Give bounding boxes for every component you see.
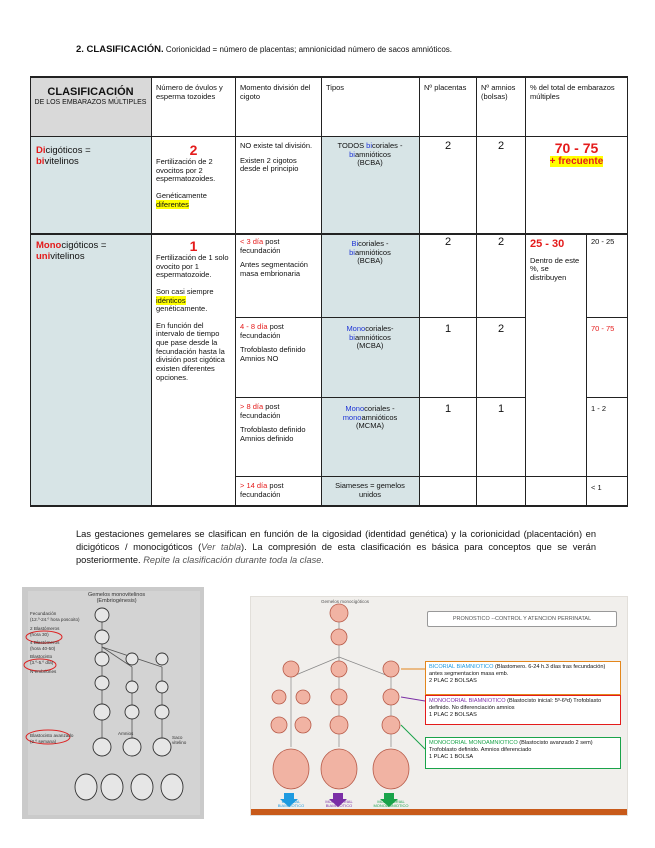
mono-row4-tipo: Siameses = gemelos unidos xyxy=(335,481,405,499)
monocigoticos-number: 1 xyxy=(189,238,198,254)
tipo-post: amnióticos xyxy=(354,149,391,159)
header-tipos: Tipos xyxy=(326,83,345,92)
time-post: post fecundación xyxy=(240,237,281,255)
box2-title: MONOCORIAL BIAMNIOTICO xyxy=(429,698,506,704)
tipo-pre: TODOS xyxy=(337,141,367,150)
mono-row2-tipo xyxy=(322,321,418,355)
box1-text: (Blastomero. 6-24 h.3 días tras fecundación) antes segmentacion masa emb. xyxy=(429,664,606,677)
tipo-mid: coriales - xyxy=(364,404,395,413)
label: (hora 40-50) xyxy=(30,645,56,651)
header-placentas: Nº placentas xyxy=(424,83,467,92)
label: (12.º-24.º hora poscoito) xyxy=(30,616,80,622)
pronostico-box: PRONOSTICO --CONTROL Y ATENCION PERRINATAL xyxy=(427,611,617,627)
dicigoticos-pct xyxy=(526,140,627,167)
detail: Amnios definido xyxy=(240,433,294,443)
mono-row3-amnios: 1 xyxy=(497,403,505,415)
paragraph-text2: ). La compresión de esta clasificación es básica para conceptos que se verán posteriormente. xyxy=(76,542,597,566)
table-line xyxy=(235,317,525,318)
dicigoticos-gen xyxy=(156,192,231,209)
tipo-abbr: (MCBA) xyxy=(356,341,384,351)
tipo-mid: coriales - xyxy=(358,239,389,248)
section-heading xyxy=(76,44,616,55)
header-clasificacion-sub: DE LOS EMBARAZOS MÚLTIPLES xyxy=(34,98,147,106)
tipo-blue: bi xyxy=(349,247,355,257)
embryogenesis-figure xyxy=(22,587,204,819)
mono-row3-tipo xyxy=(322,401,418,435)
monocigoticos-prefix: Mono xyxy=(36,240,62,251)
mono-row3-momento xyxy=(236,399,320,448)
box1-count: 2 PLAC 2 BOLSAS xyxy=(429,677,477,684)
bottom-label-2b: BIAMNIOTICO xyxy=(325,803,353,809)
paragraph-repite: Repite la clasificación durante toda la clase. xyxy=(143,555,325,566)
time-post: post fecundación xyxy=(240,481,284,499)
bottom-label-1a: BICORIAL xyxy=(281,799,301,804)
label: Blastocisto avanzado xyxy=(30,733,74,738)
classification-table xyxy=(30,76,628,506)
mono-row2-placentas: 1 xyxy=(444,323,452,335)
section-subtitle: Corionicidad = número de placentas; amnionicidad número de sacos amnióticos. xyxy=(165,45,453,54)
mono-row3-placentas: 1 xyxy=(444,403,452,415)
dicigoticos-ovulos xyxy=(152,138,235,213)
bicorial-biamniotico-box xyxy=(425,661,621,695)
bottom-label-3a: MONOCORIAL xyxy=(377,799,405,804)
explanation-paragraph xyxy=(76,528,596,567)
bottom-label-3b: MONOAMNIOTICO xyxy=(373,803,409,809)
bottom-label-1b: BIAMNIOTICO xyxy=(277,803,305,809)
header-clasificacion-main: CLASIFICACIÓN xyxy=(47,86,134,98)
left-fig-subtitle: (Embriogénesis) xyxy=(96,598,137,604)
tipo-blue: bi xyxy=(366,141,373,150)
label: N-embriones xyxy=(30,669,57,674)
label: (3.º-5.º día) xyxy=(30,659,54,665)
twins-slide-figure xyxy=(250,596,628,816)
box3-title: MONOCORIAL MONOAMNIOTICO xyxy=(429,740,518,746)
tipo-abbr: (MCMA) xyxy=(356,421,384,431)
siempre-text: Son casi siempre xyxy=(156,286,214,296)
label: 4 Blastómeros xyxy=(30,640,60,645)
table-line xyxy=(586,233,587,506)
dicigoticos-placentas: 2 xyxy=(444,140,452,152)
bottom-label-2 xyxy=(317,800,361,809)
left-fig-title xyxy=(88,592,145,604)
time-red: > 8 día xyxy=(240,402,264,411)
dicigoticos-pct-note: + frecuente xyxy=(549,156,604,167)
tipo-post: amnióticos xyxy=(361,412,398,422)
mono-row1-momento xyxy=(236,234,320,283)
monocigoticos-pct-value: 25 - 30 xyxy=(530,238,565,250)
mono-row1-placentas: 2 xyxy=(444,236,452,248)
mono-row2-subpct: 70 - 75 xyxy=(591,324,615,333)
table-line xyxy=(586,317,628,318)
bottom-label-1 xyxy=(269,800,313,809)
right-fig-title: Gemelos monocigóticos xyxy=(321,599,370,604)
dicigoticos-name xyxy=(32,142,150,172)
mono-row1-subpct: 20 - 25 xyxy=(591,237,615,246)
box1-title: BICORIAL BIAMNIOTICO xyxy=(429,664,494,670)
table-line xyxy=(235,397,525,398)
monocigoticos-siempre xyxy=(156,288,231,314)
dicigoticos-amnios: 2 xyxy=(497,140,505,152)
tipo-abbr: (BCBA) xyxy=(357,256,383,266)
label: Blastocisto xyxy=(30,654,53,659)
tipo-post: amnióticos xyxy=(354,247,391,257)
left-fig-saco: Saco vitelino xyxy=(172,735,187,745)
bottom-label-2a: MONOCORIAL xyxy=(325,799,353,804)
dicigoticos-suffix: cigóticos = xyxy=(45,145,91,156)
header-ovulos: Número de óvulos y esperma tozoides xyxy=(156,83,223,101)
table-line xyxy=(627,76,628,506)
tipo-blue: Bi xyxy=(351,239,359,248)
table-border-bottom xyxy=(30,505,628,507)
time-post: post fecundación xyxy=(240,402,281,420)
box2-text: (Blastocisto inicial: 5º-6ºd) Trofoblasto definido. No diferenciación amnios xyxy=(429,698,602,711)
detail: Antes segmentación masa embrionaria xyxy=(240,260,308,278)
time-red: > 14 día xyxy=(240,481,268,490)
label: (2.º semana) xyxy=(30,738,57,744)
paragraph-text: Las gestaciones gemelares se clasifican en función de la cigosidad (identidad genética) y la corionicidad (placentación) en dicigóticos / monocigóticos ( xyxy=(76,529,596,553)
univitelinos-prefix: uni xyxy=(36,250,51,262)
tipo-post: amnióticos xyxy=(354,332,391,342)
detail: Amnios NO xyxy=(240,353,279,363)
dicigoticos-gen-highlight: diferentes xyxy=(156,199,189,209)
left-fig-labels xyxy=(30,611,90,675)
bivitelinos-prefix: bi xyxy=(36,155,45,167)
monocigoticos-name xyxy=(32,237,150,267)
tipo-blue: bi xyxy=(349,149,355,159)
monocigoticos-funcion: En función del intervalo de tiempo que pase desde la fecundación hasta la división post cigótica existen diferentes opciones. xyxy=(156,320,225,382)
label: (hora 30) xyxy=(30,631,49,637)
monocigoticos-suffix: cigóticos = xyxy=(61,240,107,251)
left-fig-amnios: Amnios xyxy=(118,731,134,736)
monocigoticos-ovulos xyxy=(152,234,235,386)
table-border-top xyxy=(30,76,628,78)
monocigoticos-pct-note: Dentro de este %, se distribuyen xyxy=(530,255,580,282)
mono-row4-momento xyxy=(236,478,320,503)
time-red: 4 - 8 día xyxy=(240,322,268,331)
dicigoticos-momento xyxy=(236,138,320,178)
box2-count: 1 PLAC 2 BOLSAS xyxy=(429,711,477,718)
mono-row1-amnios: 2 xyxy=(497,236,505,248)
tipo-abbr: (BCBA) xyxy=(357,158,383,168)
tipo-mid: coriales - xyxy=(372,141,403,150)
table-line xyxy=(586,397,628,398)
dicigoticos-momento1: NO existe tal división. xyxy=(240,141,313,150)
label: 2 Blastómeros xyxy=(30,626,60,631)
section-number-title: 2. CLASIFICACIÓN. xyxy=(76,44,164,55)
detail: Trofoblasto definido xyxy=(240,345,306,355)
header-porcentaje: % del total de embarazos múltiples xyxy=(530,83,615,101)
dicigoticos-prefix: Di xyxy=(36,145,46,156)
tipo-blue: mono xyxy=(342,412,362,422)
dicigoticos-pct-note-wrap xyxy=(526,156,627,167)
monocigoticos-fert: Fertilización de 1 solo ovocito por 1 espermatozoide. xyxy=(156,253,229,280)
bottom-label-3 xyxy=(367,800,415,809)
monocigoticos-shade xyxy=(30,233,151,506)
monocorial-monoamniotico-box xyxy=(425,737,621,769)
dicigoticos-momento2: Existen 2 cigotos desde el principio xyxy=(240,155,299,174)
header-clasificacion xyxy=(30,82,151,111)
mono-row3-subpct: 1 - 2 xyxy=(591,404,607,413)
dicigoticos-tipo xyxy=(322,138,418,172)
dicigoticos-pct-value: 70 - 75 xyxy=(554,140,599,156)
univitelinos-suffix: vitelinos xyxy=(50,250,85,262)
mono-row2-amnios: 2 xyxy=(497,323,505,335)
dicigoticos-fert: Fertilización de 2 ovocitos por 2 espermatozoides. xyxy=(156,157,216,184)
table-line xyxy=(235,476,628,477)
time-post: post fecundación xyxy=(240,322,284,340)
left-fig-labels2 xyxy=(30,733,90,744)
table-line xyxy=(30,136,628,137)
tipo-blue: bi xyxy=(349,332,355,342)
box3-text: (Blastocisto avanzado 2 sem) Trofoblasto definido. Amnios diferenciado xyxy=(429,740,593,753)
label: Fecundación xyxy=(30,611,57,616)
tipo-mid: coriales- xyxy=(365,324,394,333)
siempre-post: genéticamente. xyxy=(156,304,208,314)
table-line xyxy=(30,76,31,506)
siempre-highlight: idénticos xyxy=(156,295,186,305)
paragraph-ver: Ver tabla xyxy=(201,542,242,553)
tipo-blue: Mono xyxy=(346,324,366,333)
header-momento: Momento división del cigoto xyxy=(240,83,311,101)
tipo-blue: Mono xyxy=(345,404,365,413)
dicigoticos-gen-text: Genéticamente xyxy=(156,190,207,200)
dicigoticos-number: 2 xyxy=(189,142,198,158)
monocigoticos-pct xyxy=(526,234,586,287)
bivitelinos-suffix: vitelinos xyxy=(44,155,79,167)
left-fig-title-text: Gemelos monovitelinos xyxy=(88,592,146,598)
time-red: < 3 día xyxy=(240,237,264,246)
detail: Trofoblasto definido xyxy=(240,425,306,435)
box3-count: 1 PLAC 1 BOLSA xyxy=(429,753,474,760)
mono-row2-momento xyxy=(236,319,320,368)
mono-row4-subpct: < 1 xyxy=(591,483,602,492)
monocorial-biamniotico-box xyxy=(425,695,621,725)
mono-row1-tipo xyxy=(322,236,418,270)
header-amnios: Nº amnios (bolsas) xyxy=(481,83,516,101)
